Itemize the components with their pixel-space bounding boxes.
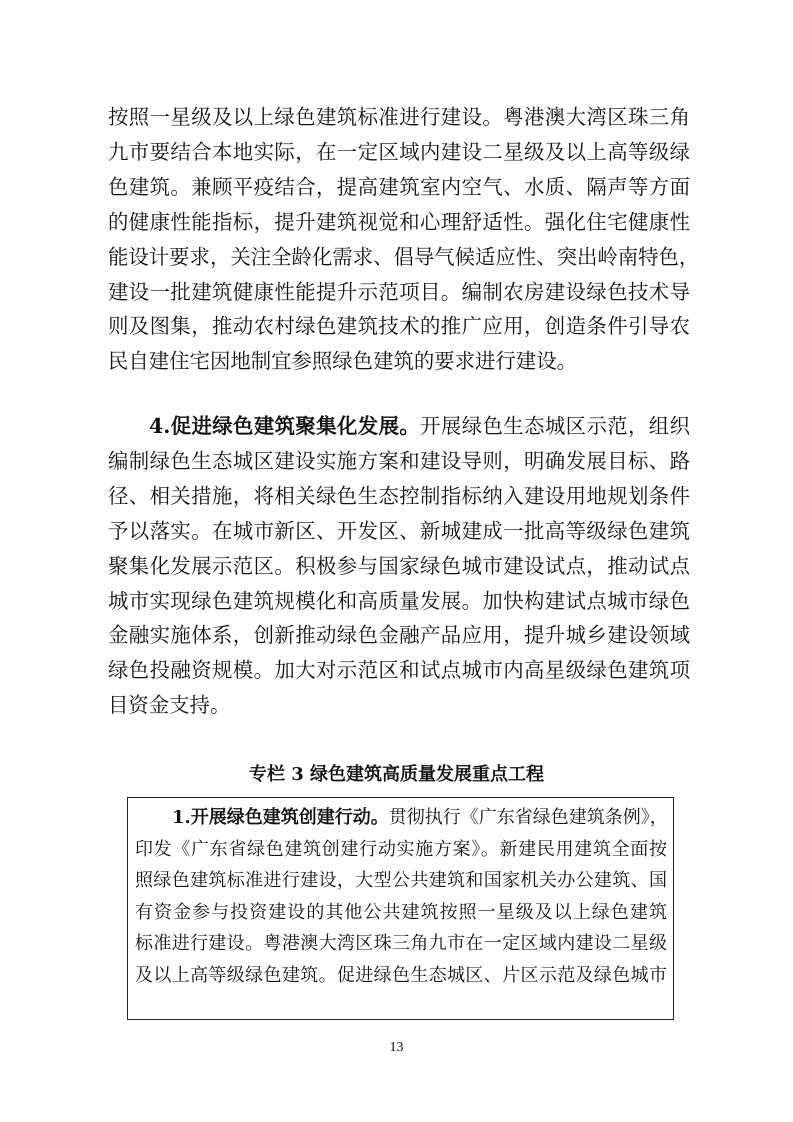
box-text-line: 印发《广东省绿色建筑创建行动实施方案》。新建民用建筑全面按	[135, 838, 667, 860]
text-line: 色建筑。兼顾平疫结合，提高建筑室内空气、水质、隔声等方面	[108, 174, 690, 199]
text-line: 则及图集，推动农村绿色建筑技术的推广应用，创造条件引导农	[108, 314, 690, 339]
text-line: 径、相关措施，将相关绿色生态控制指标纳入建设用地规划条件	[108, 483, 690, 508]
box-text-line: 及以上高等级绿色建筑。促进绿色生态城区、片区示范及绿色城市	[135, 964, 667, 986]
paragraph-green-building-standards	[108, 100, 700, 379]
text-line-first	[108, 409, 690, 444]
text-line: 城市实现绿色建筑规模化和高质量发展。加快构建试点城市绿色	[108, 588, 690, 613]
text-line: 的健康性能指标，提升建筑视觉和心理舒适性。强化住宅健康性	[108, 209, 690, 234]
text-line: 绿色投融资规模。加大对示范区和试点城市内高星级绿色建筑项	[108, 658, 690, 683]
text-fragment: 贯彻执行《广东省绿色建筑条例》，	[388, 807, 668, 828]
column-box-content	[135, 802, 667, 991]
text-line: 金融实施体系，创新推动绿色金融产品应用，提升城乡建设领域	[108, 623, 690, 648]
text-line: 民自建住宅因地制宜参照绿色建筑的要求进行建设。	[108, 349, 577, 374]
section-heading: 4.促进绿色建筑聚集化发展。	[149, 414, 421, 438]
box-text-line: 照绿色建筑标准进行建设，大型公共建筑和国家机关办公建筑、国	[135, 870, 667, 891]
box-text-line: 标准进行建设。粤港澳大湾区珠三角九市在一定区域内建设二星级	[135, 933, 667, 954]
column-box-title: 专栏 3 绿色建筑高质量发展重点工程	[248, 764, 545, 785]
text-line: 予以落实。在城市新区、开发区、新城建成一批高等级绿色建筑	[108, 518, 690, 543]
page-number: 13	[389, 1040, 404, 1055]
box-text-line-first	[135, 802, 667, 834]
text-line: 编制绿色生态城区建设实施方案和建设导则，明确发展目标、路	[108, 448, 690, 473]
text-line: 按照一星级及以上绿色建筑标准进行建设。粤港澳大湾区珠三角	[108, 105, 690, 129]
text-line: 九市要结合本地实际，在一定区域内建设二星级及以上高等级绿	[108, 139, 690, 164]
text-fragment: 开展绿色生态城区示范，组织	[420, 414, 690, 438]
box-text-line: 有资金参与投资建设的其他公共建筑按照一星级及以上绿色建筑	[135, 901, 667, 923]
box-heading: 1.开展绿色建筑创建行动。	[172, 807, 389, 828]
text-line: 目资金支持。	[108, 693, 231, 718]
text-line: 能设计要求，关注全龄化需求、倡导气候适应性、突出岭南特色，	[108, 244, 700, 269]
text-line: 建设一批建筑健康性能提升示范项目。编制农房建设绿色技术导	[108, 279, 690, 304]
text-line: 聚集化发展示范区。积极参与国家绿色城市建设试点，推动试点	[108, 553, 690, 578]
paragraph-cluster-development	[108, 409, 690, 723]
